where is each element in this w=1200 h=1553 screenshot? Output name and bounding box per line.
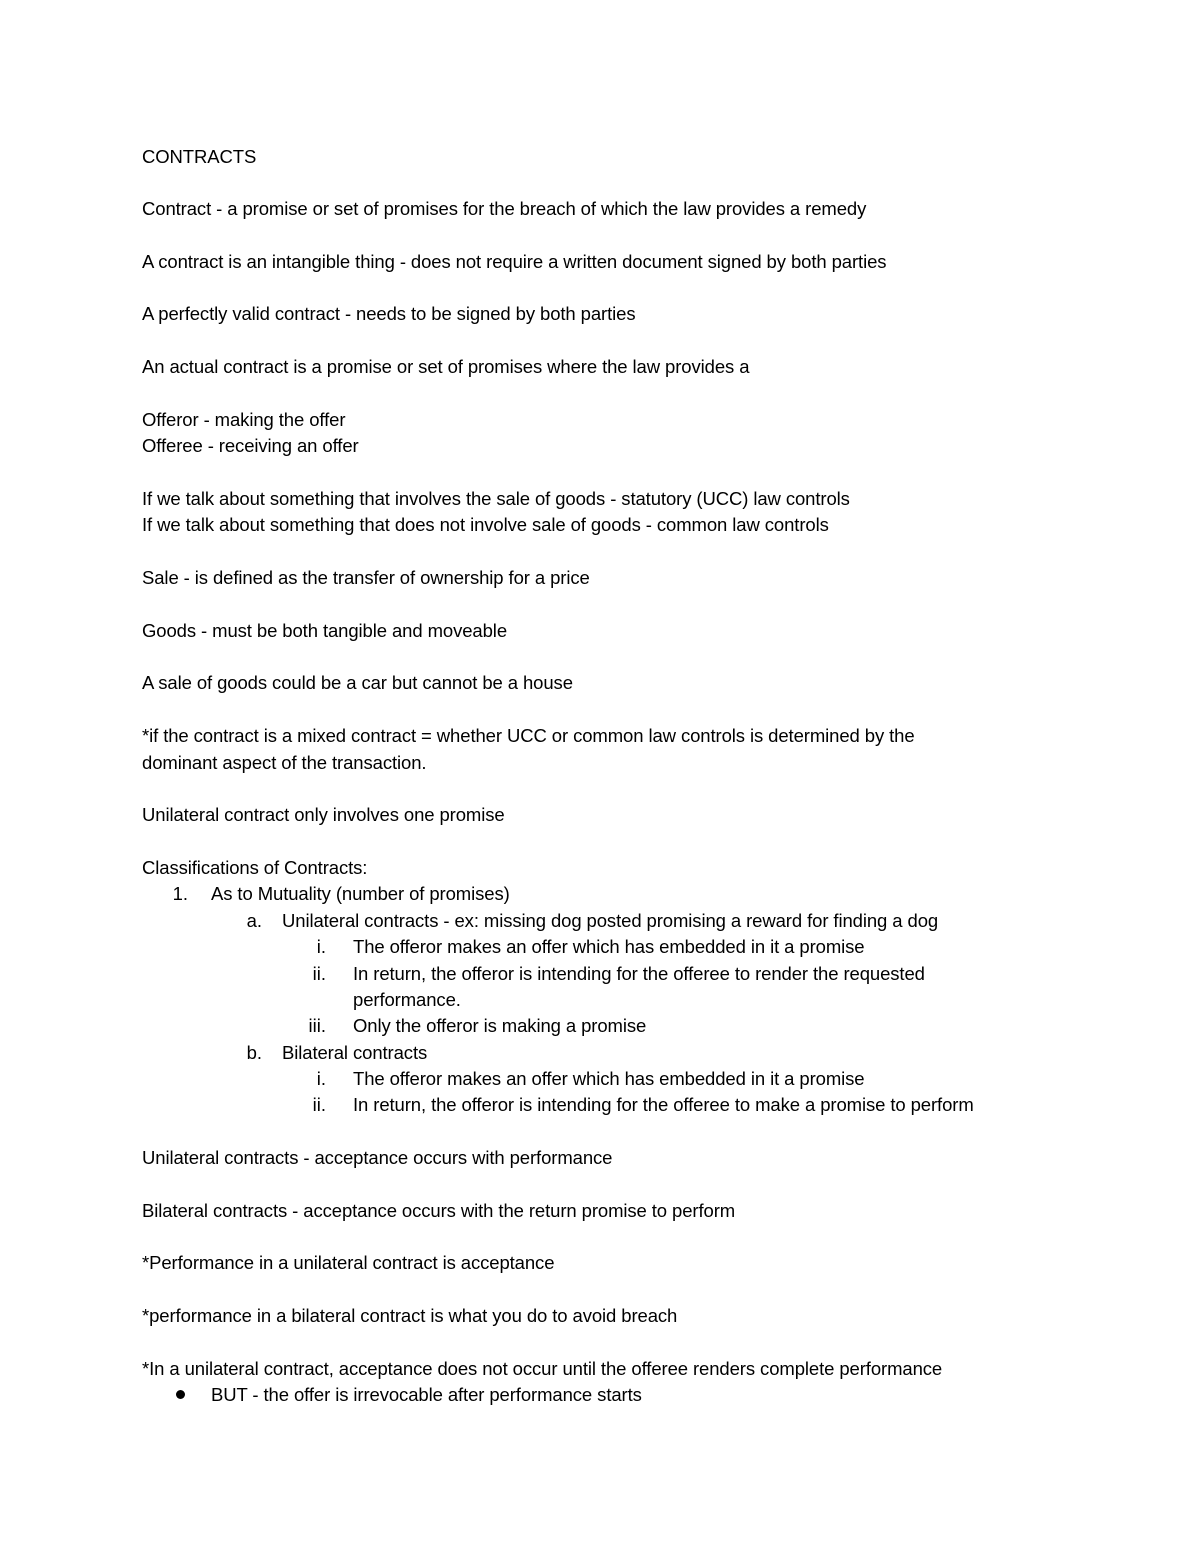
- paragraph-intangible: A contract is an intangible thing - does not require a written document signed by both parties: [142, 251, 887, 272]
- list-marker-a: a.: [246, 910, 262, 931]
- paragraph-unilateral-one-promise: Unilateral contract only involves one promise: [142, 804, 505, 825]
- paragraph-not-sale-goods: If we talk about something that does not involve sale of goods - common law controls: [142, 514, 829, 535]
- definition-goods: Goods - must be both tangible and moveable: [142, 620, 508, 641]
- list-item-unilateral-iii: Only the offeror is making a promise: [353, 1015, 647, 1036]
- definition-offeror: Offeror - making the offer: [142, 409, 346, 430]
- paragraph-actual-contract: An actual contract is a promise or set of promises where the law provides a: [142, 356, 750, 377]
- list-marker-b-i: i.: [316, 1068, 326, 1089]
- paragraph-performance-bilateral: *performance in a bilateral contract is what you do to avoid breach: [142, 1305, 678, 1326]
- list-item-bilateral-i: The offeror makes an offer which has embedded in it a promise: [353, 1068, 865, 1089]
- list-marker-a-iii: iii.: [308, 1015, 326, 1036]
- paragraph-perfectly-valid: A perfectly valid contract - needs to be signed by both parties: [142, 303, 636, 324]
- list-item-bilateral: Bilateral contracts: [282, 1042, 428, 1063]
- definition-sale: Sale - is defined as the transfer of ownership for a price: [142, 567, 590, 588]
- paragraph-unilateral-complete: *In a unilateral contract, acceptance does not occur until the offeree renders complete performance: [142, 1358, 943, 1379]
- paragraph-performance-unilateral: *Performance in a unilateral contract is acceptance: [142, 1252, 555, 1273]
- list-marker-a-i: i.: [316, 936, 326, 957]
- bullet-icon: [176, 1390, 185, 1399]
- paragraph-unilateral-acceptance: Unilateral contracts - acceptance occurs with performance: [142, 1147, 613, 1168]
- list-item-unilateral-i: The offeror makes an offer which has embedded in it a promise: [353, 936, 865, 957]
- paragraph-mixed-contract-line2: dominant aspect of the transaction.: [142, 752, 427, 773]
- list-item-unilateral: Unilateral contracts - ex: missing dog posted promising a reward for finding a dog: [282, 910, 939, 931]
- contract-definition: Contract - a promise or set of promises for the breach of which the law provides a remedy: [142, 198, 867, 219]
- document-title: CONTRACTS: [142, 146, 257, 167]
- bullet-item-irrevocable: BUT - the offer is irrevocable after performance starts: [211, 1384, 642, 1405]
- list-item-unilateral-ii-line1: In return, the offeror is intending for the offeree to render the requested: [353, 963, 925, 984]
- paragraph-car-house: A sale of goods could be a car but cannot be a house: [142, 672, 573, 693]
- paragraph-bilateral-acceptance: Bilateral contracts - acceptance occurs with the return promise to perform: [142, 1200, 736, 1221]
- list-item-unilateral-ii-line2: performance.: [353, 989, 461, 1010]
- definition-offeree: Offeree - receiving an offer: [142, 435, 359, 456]
- list-marker-a-ii: ii.: [312, 963, 326, 984]
- list-marker-b: b.: [246, 1042, 262, 1063]
- list-item-bilateral-ii: In return, the offeror is intending for the offeree to make a promise to perform: [353, 1094, 974, 1115]
- list-marker-b-ii: ii.: [312, 1094, 326, 1115]
- paragraph-mixed-contract-line1: *if the contract is a mixed contract = whether UCC or common law controls is determined by the: [142, 725, 915, 746]
- list-marker-1: 1.: [172, 883, 188, 904]
- list-item-mutuality: As to Mutuality (number of promises): [211, 883, 510, 904]
- paragraph-sale-goods-ucc: If we talk about something that involves the sale of goods - statutory (UCC) law controls: [142, 488, 850, 509]
- classifications-heading: Classifications of Contracts:: [142, 857, 368, 878]
